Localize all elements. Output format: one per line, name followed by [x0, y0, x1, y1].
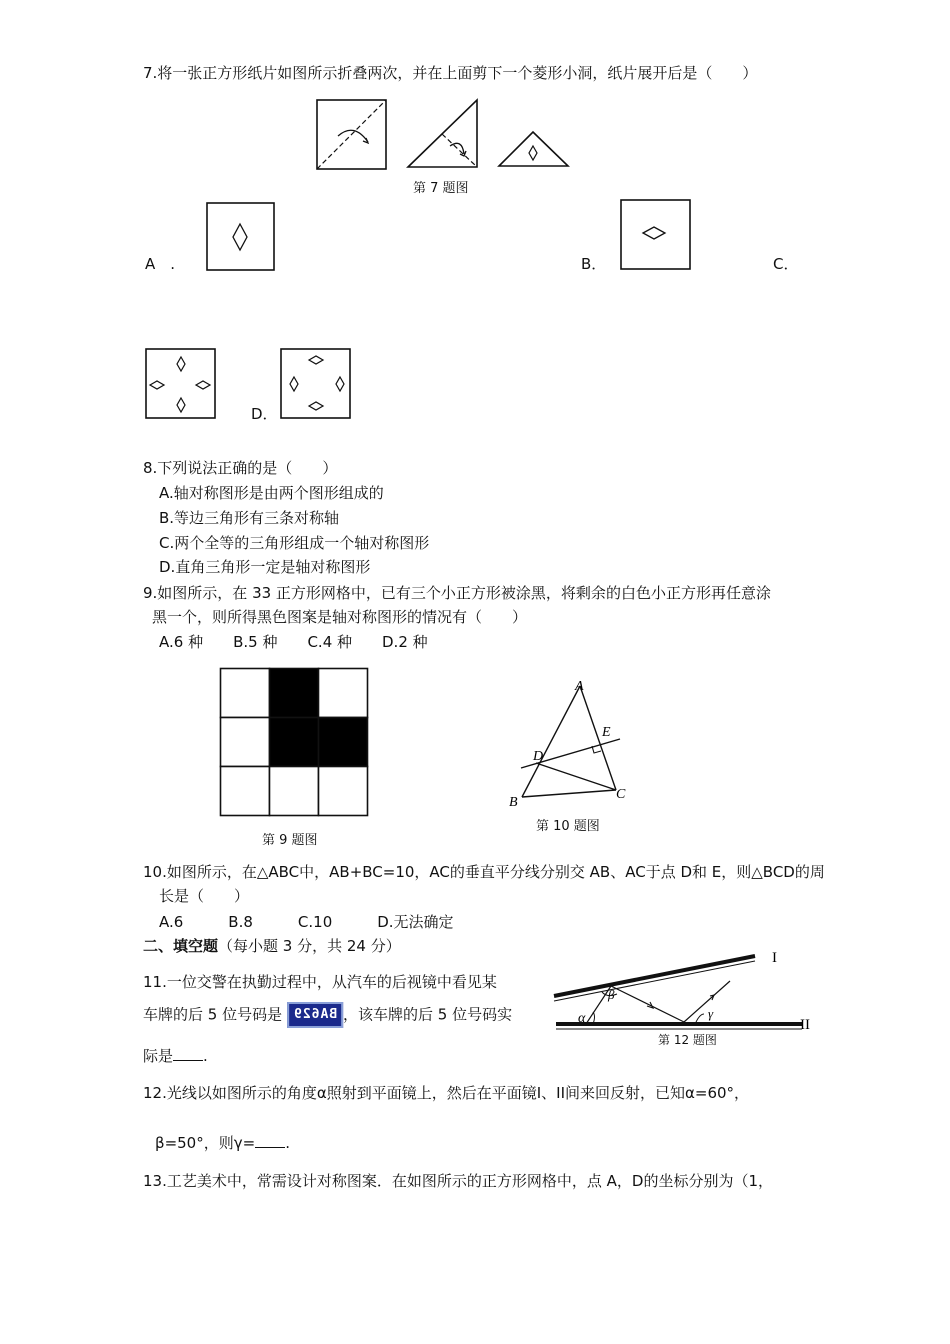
q11-line2: [143, 1002, 512, 1028]
section-2-title: 二、填空题: [143, 937, 219, 955]
label-b: B: [509, 795, 518, 810]
grid-cell-white: [319, 767, 368, 816]
q8-option-a: A.轴对称图形是由两个图形组成的: [159, 484, 384, 502]
q10-options: A.6 B.8 C.10 D.无法确定: [159, 913, 454, 931]
q8-option-b: B.等边三角形有三条对称轴: [159, 509, 340, 527]
grid-cell-white: [319, 669, 368, 718]
q10-triangle-figure: [503, 676, 633, 812]
grid-cell-black: [270, 669, 319, 718]
label-a: A: [575, 679, 584, 694]
q7-option-a-figure[interactable]: [205, 201, 277, 273]
fold-step-1: [317, 100, 386, 169]
label-e: E: [602, 725, 611, 740]
section-2-heading: [143, 936, 401, 956]
q9-stem-line2: 黑一个，则所得黑色图案是轴对称图形的情况有（ ）: [152, 608, 528, 626]
alpha-label: α: [578, 1011, 586, 1026]
q7-option-d-label: D．: [251, 405, 278, 423]
q7-caption: 第 7 题图: [413, 181, 469, 196]
q10-caption: 第 10 题图: [536, 819, 600, 834]
q12-line2-end: .: [285, 1134, 290, 1152]
q7-option-c-figure[interactable]: [144, 347, 218, 421]
q11-line1: 11.一位交警在执勤过程中，从汽车的后视镜中看见某: [143, 973, 497, 991]
q9-options: A.6 种 B.5 种 C.4 种 D.2 种: [159, 633, 428, 651]
beta-label: β: [608, 987, 615, 1002]
q7-folding-figure: [310, 94, 574, 172]
q11-line3-text: 际是: [143, 1047, 174, 1065]
q9-grid-figure: [219, 667, 371, 819]
q13-line1: 13.工艺美术中，常需设计对称图案．在如图所示的正方形网格中，点 A，D的坐标分别为（1，: [143, 1172, 773, 1190]
grid-cell-black: [270, 718, 319, 767]
q7-option-b-figure[interactable]: [619, 198, 693, 272]
q10-stem-line1: 10.如图所示，在△ABC中，AB+BC=10，AC的垂直平分线分别交 AB、AC于点 D和 E，则△BCD的周: [143, 863, 825, 881]
q7-stem: 7.将一张正方形纸片如图所示折叠两次，并在上面剪下一个菱形小洞，纸片展开后是（ ）: [143, 64, 758, 82]
q12-answer-blank[interactable]: [255, 1133, 285, 1148]
grid-cell-black: [319, 718, 368, 767]
q9-caption: 第 9 题图: [262, 833, 318, 848]
q11-answer-blank[interactable]: [173, 1046, 203, 1061]
fold-step-2: [408, 100, 477, 167]
q7-option-c-label: C．: [773, 255, 799, 273]
q7-option-b-label: B．: [581, 255, 607, 273]
gamma-label: γ: [708, 1006, 714, 1021]
q12-caption: 第 12 题图: [658, 1033, 717, 1047]
q12-line1: 12.光线以如图所示的角度α照射到平面镜上，然后在平面镜I、II间来回反射，已知α=60°，: [143, 1084, 750, 1102]
q11-line2-part2: ，该车牌的后 5 位号码实: [343, 1005, 513, 1024]
q8-option-d: D.直角三角形一定是轴对称图形: [159, 558, 371, 576]
q10-stem-line2: 长是（ ）: [159, 887, 250, 905]
q7-option-d-figure[interactable]: [279, 347, 353, 421]
grid-cell-white: [221, 718, 270, 767]
section-2-note: （每小题 3 分，共 24 分）: [218, 937, 401, 955]
mirror-2-label: II: [800, 1017, 810, 1033]
q7-option-a-label: A .: [145, 255, 176, 273]
q12-line2: [155, 1133, 290, 1153]
mirror-1-label: I: [772, 950, 777, 966]
q11-line3: 际是 .: [143, 1047, 208, 1065]
label-d: D: [533, 749, 544, 764]
grid-cell-white: [221, 669, 270, 718]
label-c: C: [616, 787, 626, 802]
q8-stem: 8.下列说法正确的是（ ）: [143, 459, 338, 477]
q12-line2-text: β=50°，则γ=: [155, 1134, 256, 1152]
q8-option-c: C.两个全等的三角形组成一个轴对称图形: [159, 534, 430, 552]
q11-line2-part1: 车牌的后 5 位号码是: [143, 1005, 283, 1024]
grid-cell-white: [270, 767, 319, 816]
grid-cell-white: [221, 767, 270, 816]
fold-step-3: [499, 132, 568, 166]
q9-stem-line1: 9.如图所示，在 33 正方形网格中，已有三个小正方形被涂黑，将剩余的白色小正方形再任意涂: [143, 584, 771, 602]
mirrored-plate-image: BA629: [287, 1002, 343, 1028]
